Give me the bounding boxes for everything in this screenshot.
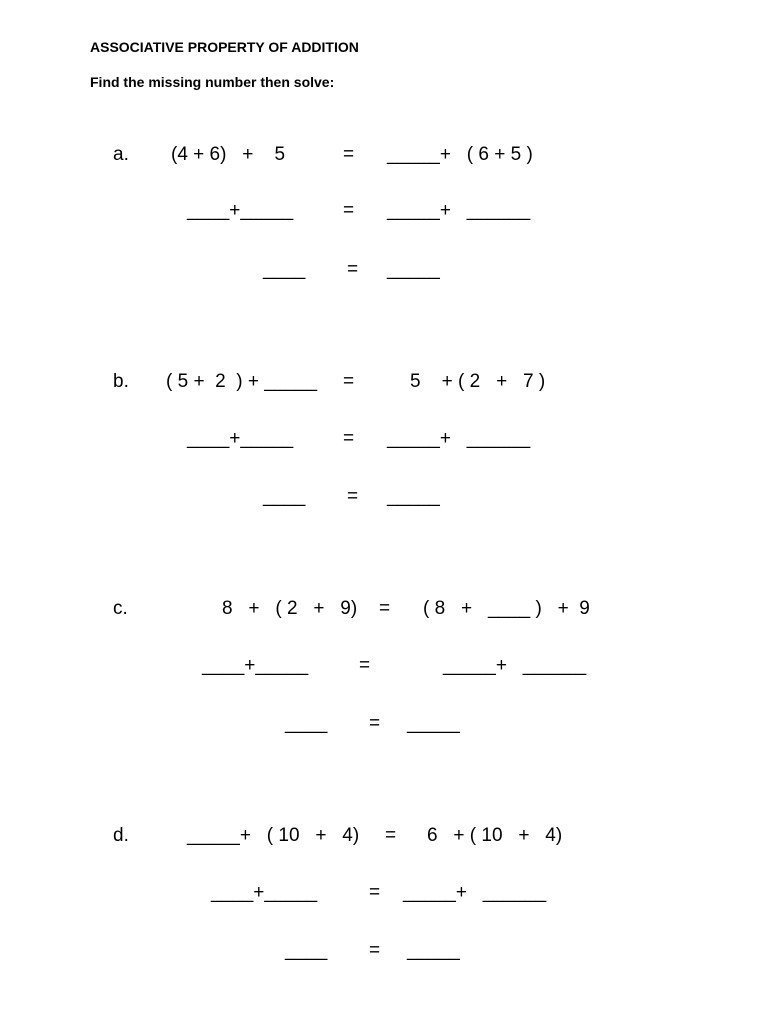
blank-sum-left[interactable]: ____+_____: [187, 428, 294, 449]
equals-sign: =: [343, 428, 355, 449]
equation-left: 8 + ( 2 + 9): [222, 598, 358, 619]
equals-sign: =: [369, 940, 381, 961]
blank-answer-left[interactable]: ____: [263, 259, 306, 280]
equation-left: ( 5 + 2 ) + _____: [166, 371, 318, 392]
blank-answer-right[interactable]: _____: [387, 259, 440, 280]
problem-label: c.: [113, 598, 128, 619]
equation-right: 5 + ( 2 + 7 ): [410, 371, 546, 392]
equals-sign: =: [369, 713, 381, 734]
blank-answer-right[interactable]: _____: [407, 713, 460, 734]
equation-left: (4 + 6) + 5: [171, 144, 286, 165]
equation-left: _____+ ( 10 + 4): [187, 825, 360, 846]
blank-sum-right[interactable]: _____+ ______: [443, 655, 587, 676]
blank-sum-left[interactable]: ____+_____: [202, 655, 309, 676]
blank-answer-right[interactable]: _____: [407, 940, 460, 961]
worksheet-instructions: Find the missing number then solve:: [90, 74, 335, 90]
equals-sign: =: [343, 200, 355, 221]
equation-right: ( 8 + ____ ) + 9: [423, 598, 590, 619]
equals-sign: =: [343, 144, 355, 165]
equals-sign: =: [343, 371, 355, 392]
blank-sum-right[interactable]: _____+ ______: [387, 200, 531, 221]
problem-label: d.: [113, 825, 129, 846]
blank-answer-left[interactable]: ____: [263, 486, 306, 507]
problem-label: a.: [113, 144, 129, 165]
blank-answer-left[interactable]: ____: [285, 713, 328, 734]
blank-answer-left[interactable]: ____: [285, 940, 328, 961]
blank-answer-right[interactable]: _____: [387, 486, 440, 507]
blank-sum-left[interactable]: ____+_____: [211, 882, 318, 903]
equation-right: _____+ ( 6 + 5 ): [387, 144, 533, 165]
equals-sign: =: [359, 655, 371, 676]
equals-sign: =: [369, 882, 381, 903]
worksheet-title: ASSOCIATIVE PROPERTY OF ADDITION: [90, 39, 359, 55]
equation-right: 6 + ( 10 + 4): [427, 825, 563, 846]
equals-sign: =: [379, 598, 391, 619]
equals-sign: =: [385, 825, 397, 846]
equals-sign: =: [347, 259, 359, 280]
blank-sum-right[interactable]: _____+ ______: [387, 428, 531, 449]
blank-sum-left[interactable]: ____+_____: [187, 200, 294, 221]
equals-sign: =: [347, 486, 359, 507]
problem-label: b.: [113, 371, 129, 392]
blank-sum-right[interactable]: _____+ ______: [403, 882, 547, 903]
